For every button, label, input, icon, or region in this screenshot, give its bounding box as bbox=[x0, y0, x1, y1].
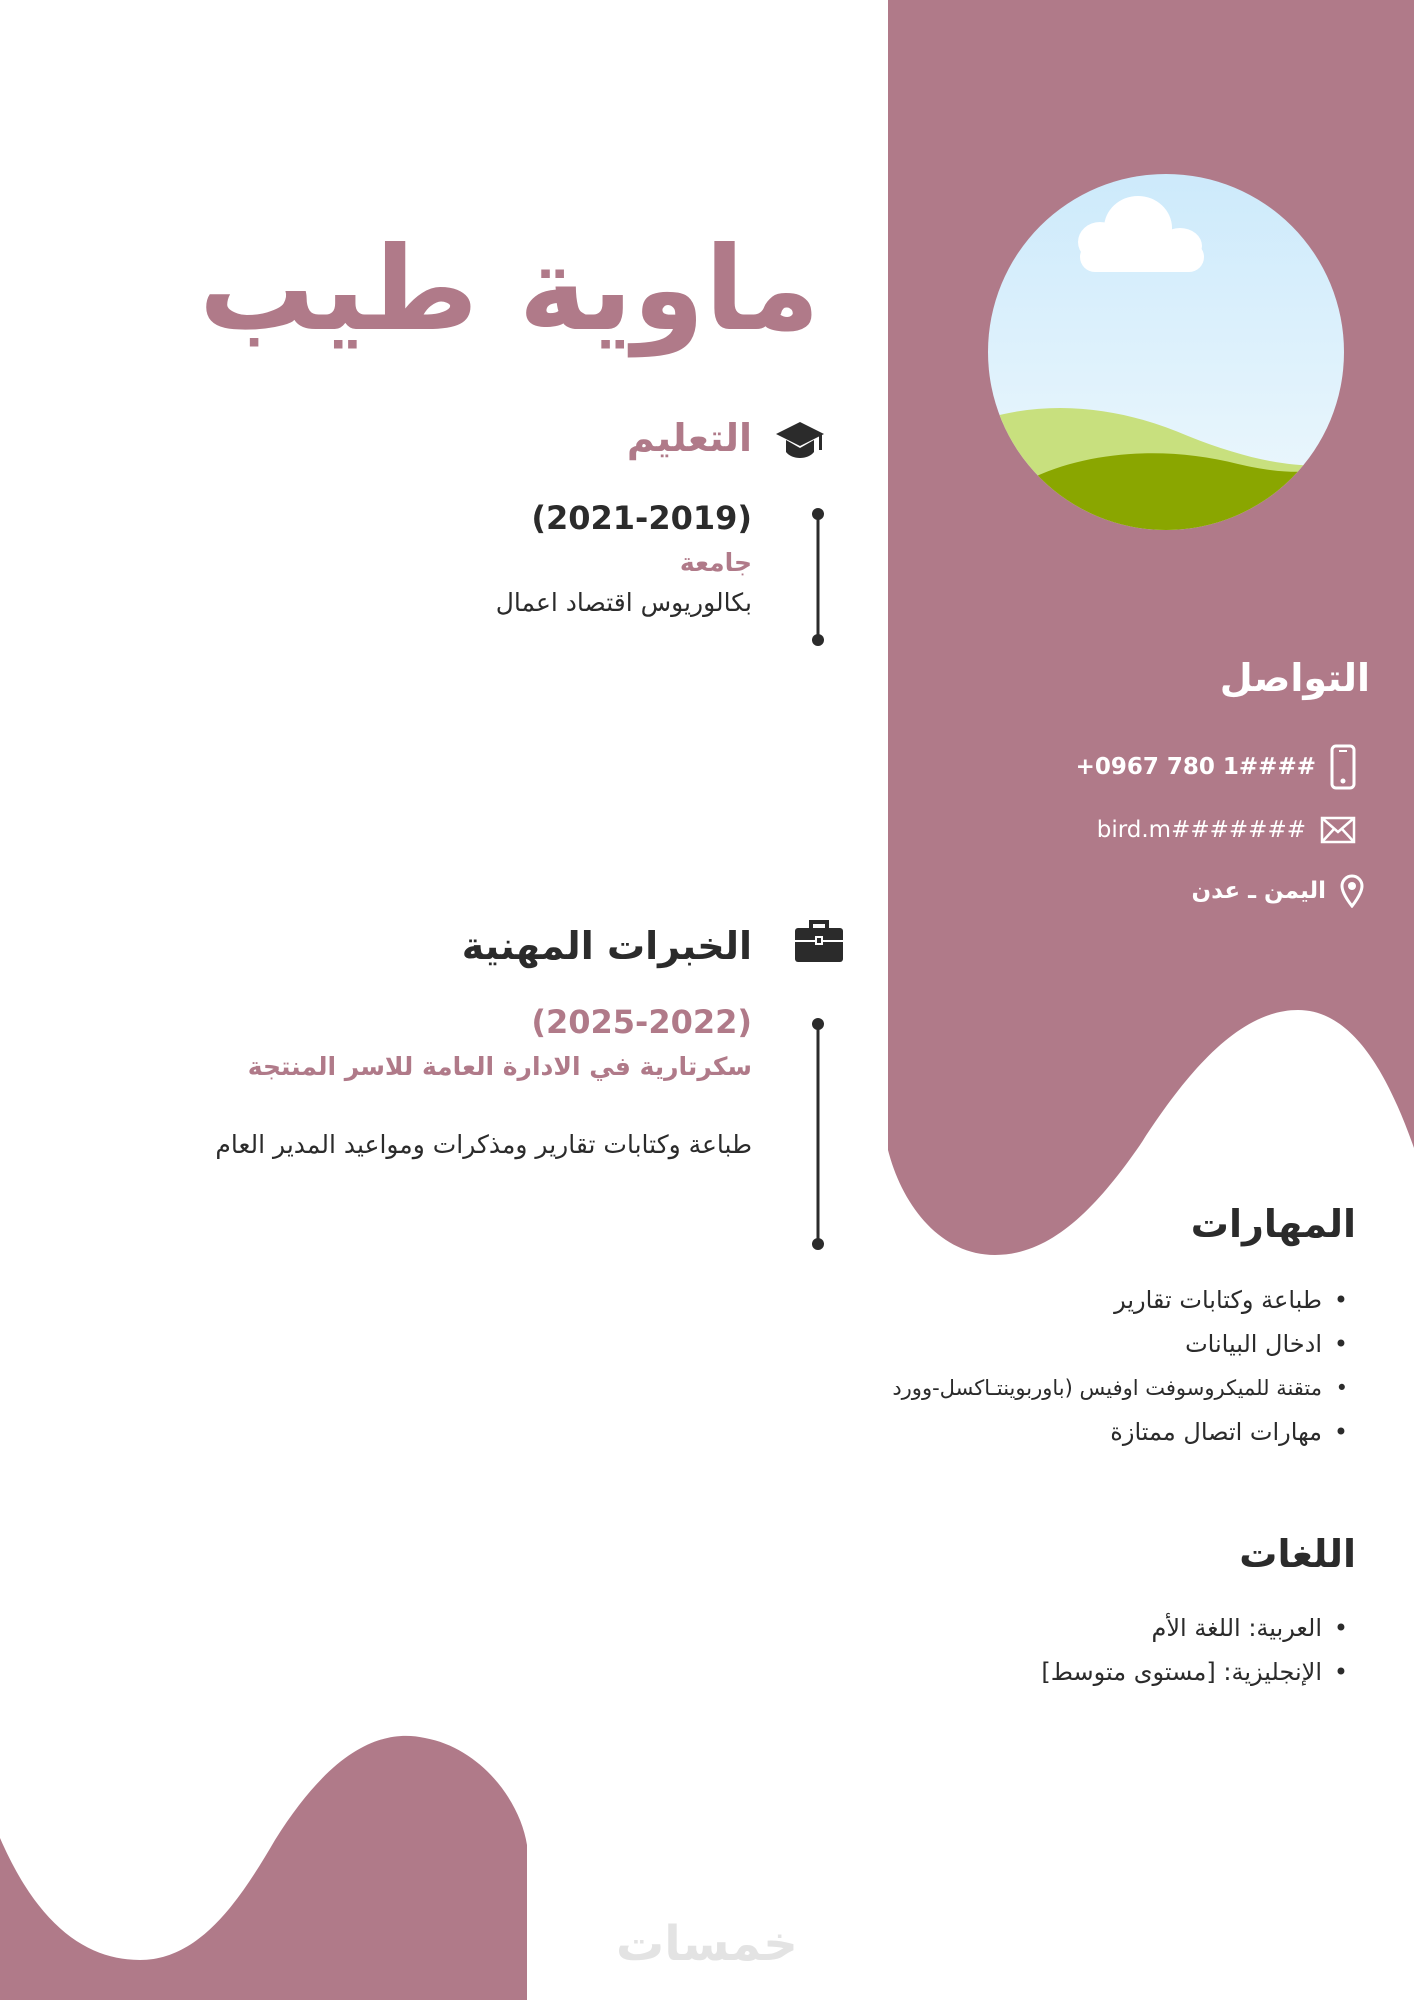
education-institution: جامعة bbox=[679, 548, 752, 577]
list-item: • طباعة وكتابات تقارير bbox=[892, 1278, 1352, 1322]
experience-title: الخبرات المهنية bbox=[461, 924, 752, 968]
contact-location-row bbox=[1191, 874, 1364, 908]
languages-list bbox=[1041, 1606, 1352, 1694]
experience-timeline bbox=[808, 1016, 828, 1252]
list-item: • متقنة للميكروسوفت اوفيس (باوربوينتـاكسل-وورد bbox=[892, 1366, 1352, 1410]
education-years: (2021-2019) bbox=[531, 499, 752, 537]
list-item: • ادخال البيانات bbox=[892, 1322, 1352, 1366]
list-item: • العربية: اللغة الأم bbox=[1041, 1606, 1352, 1650]
education-degree: بكالوريوس اقتصاد اعمال bbox=[495, 588, 752, 617]
contact-email-row bbox=[1097, 816, 1356, 844]
candidate-name: ماوية طيب bbox=[198, 222, 820, 357]
skills-title: المهارات bbox=[1190, 1202, 1356, 1246]
education-timeline bbox=[808, 506, 828, 648]
contact-title: التواصل bbox=[1219, 656, 1370, 700]
contact-email: bird.m####### bbox=[1096, 817, 1306, 843]
briefcase-icon bbox=[794, 918, 844, 968]
list-item: • الإنجليزية: [مستوى متوسط] bbox=[1041, 1650, 1352, 1694]
list-item: • مهارات اتصال ممتازة bbox=[892, 1410, 1352, 1454]
education-title: التعليم bbox=[626, 416, 752, 460]
skills-list bbox=[892, 1278, 1352, 1454]
experience-description: طباعة وكتابات تقارير ومذكرات ومواعيد المدير العام bbox=[215, 1130, 752, 1159]
contact-phone: +0967 780 1#### bbox=[1075, 754, 1316, 780]
contact-phone-row bbox=[1076, 744, 1356, 790]
experience-years: (2025-2022) bbox=[531, 1003, 752, 1041]
bottom-wave bbox=[0, 1736, 527, 2000]
experience-position: سكرتارية في الادارة العامة للاسر المنتجة bbox=[247, 1052, 752, 1081]
watermark-logo: خمسات bbox=[616, 1916, 798, 1972]
contact-location: اليمن ـ عدن bbox=[1191, 878, 1326, 904]
location-pin-icon bbox=[1340, 874, 1364, 908]
profile-photo bbox=[988, 174, 1344, 530]
phone-icon bbox=[1330, 744, 1356, 790]
languages-title: اللغات bbox=[1239, 1532, 1356, 1576]
graduation-cap-icon bbox=[774, 418, 826, 470]
mail-icon bbox=[1320, 816, 1356, 844]
